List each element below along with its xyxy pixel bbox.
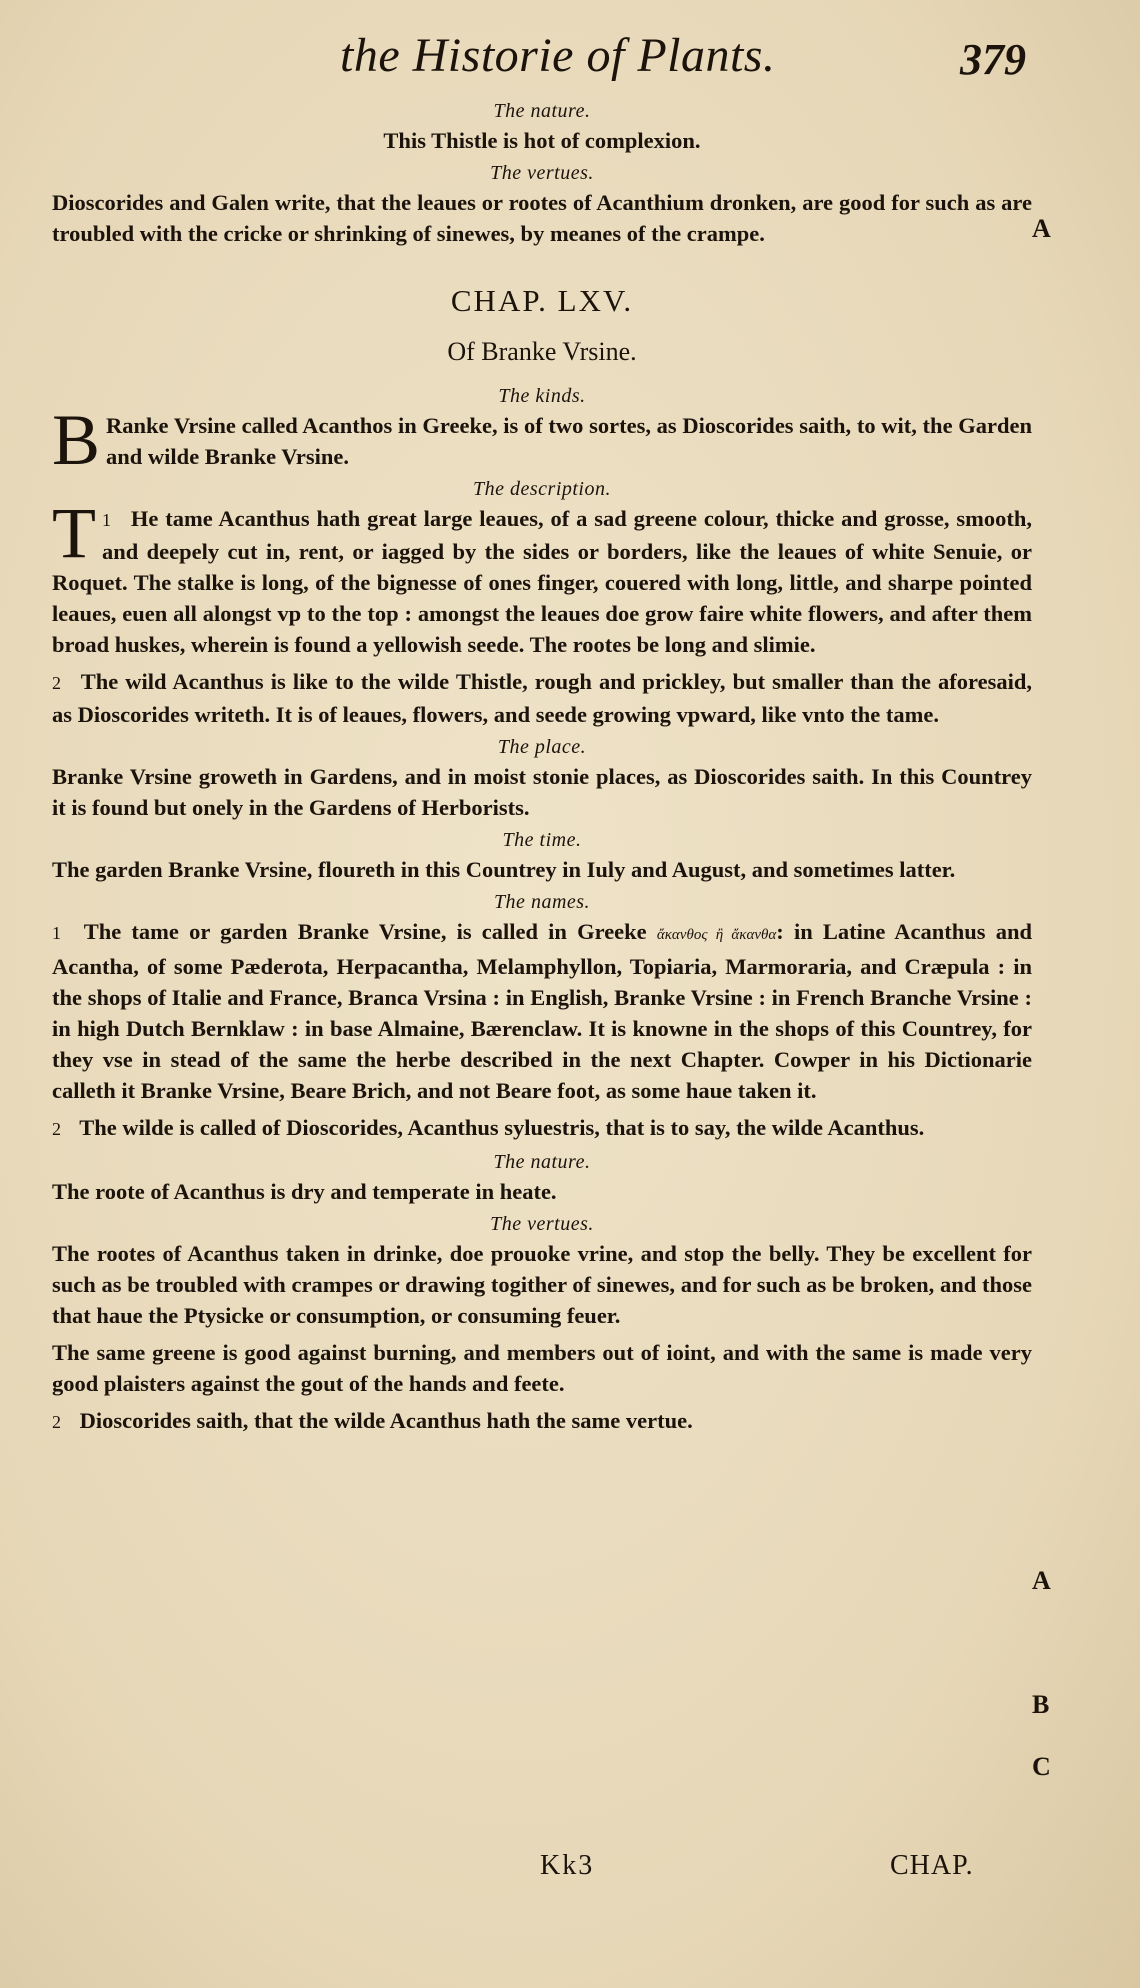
paragraph	[52, 493, 1032, 660]
page-body	[52, 98, 1032, 1444]
section-heading: The nature.	[493, 100, 591, 122]
paragraph: The garden Branke Vrsine, floureth in this Countrey in Iuly and August, and sometimes latter.	[52, 857, 956, 882]
section-heading: The description.	[473, 478, 611, 500]
paragraph-text: The wild Acanthus is like to the wilde Thistle, rough and prickley, but smaller than the aforesaid, as Dioscorides writeth. It is of leaues, flowers, and seede growing vpward, like vnto the tame.	[52, 669, 1032, 727]
paragraph-text: Ranke Vrsine called Acanthos in Greeke, is of two sortes, as Dioscorides saith, to wit, the Garden and wilde Branke Vrsine.	[106, 413, 1032, 469]
page-number: 379	[960, 35, 1026, 84]
section-heading: The nature.	[493, 1151, 591, 1173]
catchword: CHAP.	[890, 1850, 974, 1881]
paragraph: Dioscorides and Galen write, that the leaues or rootes of Acanthium dronken, are good for such as are troubled with the cricke or shrinking of sinewes, by meanes of the crampe.	[52, 190, 1032, 246]
margin-letter: A	[1032, 214, 1051, 243]
item-number: 1	[52, 923, 61, 943]
margin-letter: C	[1032, 1752, 1051, 1781]
section-heading: The place.	[497, 736, 587, 758]
paragraph: The same greene is good against burning, and members out of ioint, and with the same is made very good plaisters against the gout of the hands and feete.	[52, 1340, 1032, 1396]
paragraph	[52, 666, 1032, 730]
margin-letter: B	[1032, 1690, 1050, 1719]
section-heading: The vertues.	[490, 1213, 594, 1235]
paragraph	[52, 916, 1032, 1106]
paragraph-text: : in Latine Acanthus and Acantha, of some Pæderota, Herpacantha, Melamphyllon, Topiaria, Marmoraria, and Cræpula : in the shops of Italie and France, Branca Vrsina : in English, Branke Vrsine : in French Branche Vrsine : in high Dutch Bernklaw : in base Almaine, Bærenclaw. It is knowne in the shops of this Countrey, for they vse in stead of the same the herbe described in the next Chapter. Cowper in his Dictionarie calleth it Branke Vrsine, Beare Brich, and not Beare foot, as some haue taken it.	[52, 919, 1033, 1103]
section-heading: The kinds.	[498, 385, 586, 407]
paragraph: Branke Vrsine groweth in Gardens, and in moist stonie places, as Dioscorides saith. In this Countrey it is found but onely in the Gardens of Herborists.	[52, 764, 1032, 820]
item-number: 2	[52, 1119, 61, 1139]
margin-letter: A	[1032, 1566, 1051, 1595]
paragraph	[52, 400, 1032, 480]
paragraph: The rootes of Acanthus taken in drinke, doe prouoke vrine, and stop the belly. They be excellent for such as be troubled with crampes or drawing togither of sinewes, and for such as be broken, and those that haue the Ptysicke or consumption, or consuming feuer.	[52, 1241, 1032, 1328]
signature-mark: Kk3	[540, 1850, 595, 1881]
section-heading: The names.	[493, 891, 591, 913]
paragraph-text: Dioscorides saith, that the wilde Acanthus hath the same vertue.	[79, 1408, 693, 1433]
chapter-title: Of Branke Vrsine.	[447, 337, 637, 366]
section-heading: The vertues.	[490, 162, 594, 184]
chapter-number: CHAP. LXV.	[450, 283, 634, 318]
item-number: 2	[52, 1412, 61, 1432]
paragraph: The roote of Acanthus is dry and temperate in heate.	[52, 1179, 557, 1204]
running-title: the Historie of Plants.	[340, 29, 776, 82]
section-heading: The time.	[502, 829, 582, 851]
paragraph-text: The tame or garden Branke Vrsine, is called in Greeke	[83, 919, 647, 944]
paragraph-text: He tame Acanthus hath great large leaues, of a sad greene colour, thicke and grosse, smooth, and deepely cut in, rent, or iagged by the sides or borders, like the leaues of white Senuie, or Roquet. The stalke is long, of the bignesse of ones finger, couered with long, little, and sharpe pointed leaues, euen all alongst vp to the top : amongst the leaues doe grow faire white flowers, and after them broad huskes, wherein is found a yellowish seede. The rootes be long and slimie.	[52, 506, 1032, 657]
drop-cap: T	[52, 493, 96, 573]
paragraph: This Thistle is hot of complexion.	[383, 128, 701, 153]
item-number: 2	[52, 673, 61, 693]
page-header	[0, 28, 1140, 98]
greek-name: ἄκανθος ἢ ἄκανθα	[656, 927, 777, 943]
paragraph	[52, 1112, 1032, 1145]
paragraph	[52, 1405, 1032, 1438]
paragraph-text: The wilde is called of Dioscorides, Acanthus syluestris, that is to say, the wilde Acanthus.	[79, 1115, 925, 1140]
item-number: 1	[101, 510, 111, 530]
page-footer	[0, 1850, 1140, 1890]
drop-cap: B	[52, 400, 101, 480]
